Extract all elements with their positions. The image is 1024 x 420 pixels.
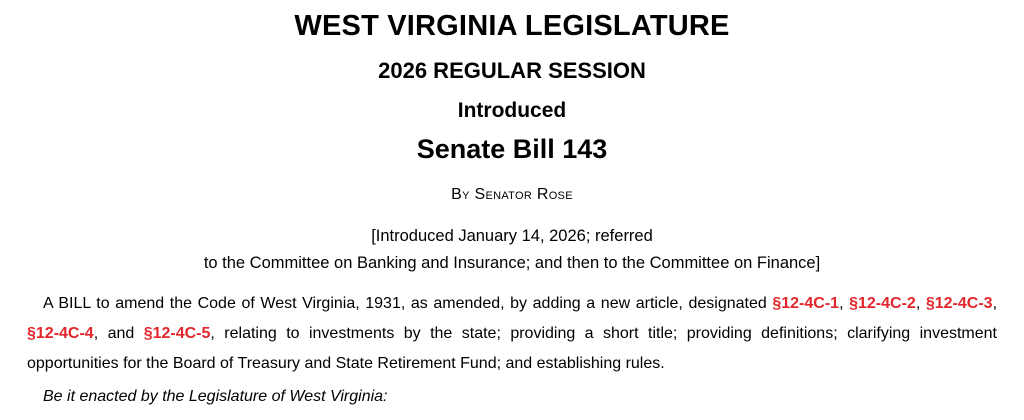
code-section-link[interactable]: §12-4C-3 (925, 295, 993, 312)
summary-text-segment: , and (93, 325, 144, 342)
summary-text-segment: , (839, 295, 850, 312)
code-section-link[interactable]: §12-4C-4 (27, 325, 94, 342)
code-section-link[interactable]: §12-4C-2 (849, 295, 916, 312)
enacting-clause: Be it enacted by the Legislature of West Virginia: (43, 388, 388, 405)
referral-line-1: [Introduced January 14, 2026; referred (371, 227, 653, 245)
legislature-title: WEST VIRGINIA LEGISLATURE (294, 10, 730, 42)
bill-summary (27, 289, 997, 379)
summary-text-segment: , (915, 295, 926, 312)
summary-text-segment: A BILL to amend the Code of West Virginia, 1931, as amended, by adding a new article, designated (43, 295, 773, 312)
summary-text-segment: , relating to investments by the state; providing a short title; providing definitions; clarifying investment opportunities for the Board of Treasury and State Retirement Fund; and establishing rules. (27, 325, 997, 372)
bill-number-title: Senate Bill 143 (416, 134, 608, 164)
sponsor-line: By Senator Rose (451, 186, 573, 203)
referral-line-2: to the Committee on Banking and Insurance; and then to the Committee on Finance] (203, 254, 821, 272)
code-section-link[interactable]: §12-4C-5 (143, 325, 211, 342)
summary-text-segment: , (992, 295, 998, 312)
bill-status-title: Introduced (457, 99, 567, 122)
code-section-link[interactable]: §12-4C-1 (772, 295, 840, 312)
session-title: 2026 REGULAR SESSION (378, 58, 646, 83)
referral-note (0, 223, 1024, 277)
